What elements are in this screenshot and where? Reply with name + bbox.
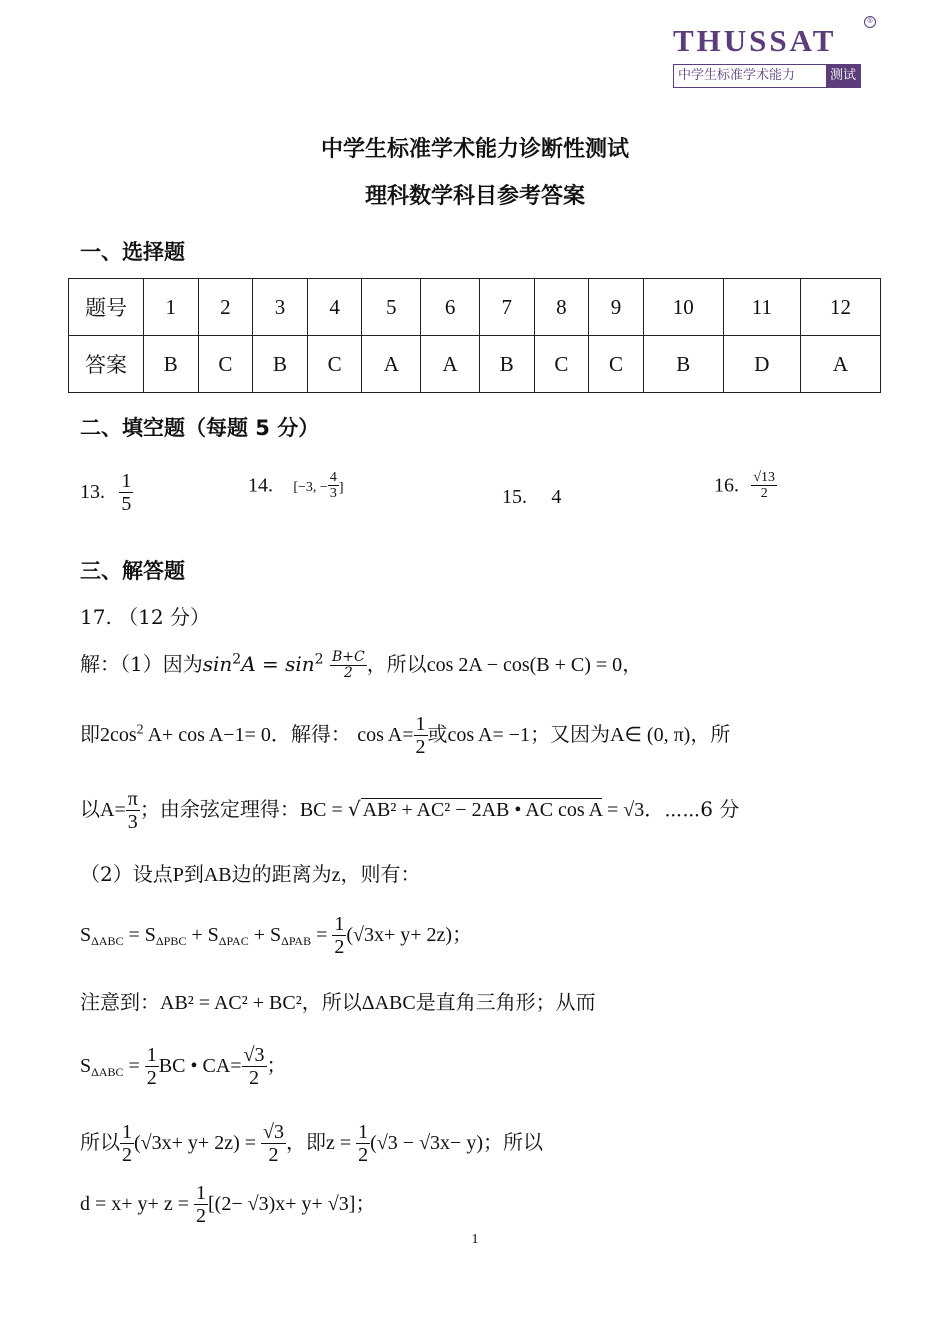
fraction: $\frac{B+C}{2}$ <box>331 648 365 681</box>
table-cell: 8 <box>534 279 589 336</box>
solution-line-4: （2）设点P到AB边的距离为z，则有： <box>80 862 421 886</box>
solution-line-9: d = x+ y+ z = $\frac{1}{2}$ [(2− √3)x+ y+ √3]； <box>80 1182 376 1227</box>
answer-13: 13. $\frac{1}{5}$ <box>80 470 132 515</box>
table-cell: 7 <box>479 279 534 336</box>
fraction: $\frac{√3}{2}$ <box>243 1044 265 1089</box>
solution-line-6: 注意到：AB² = AC² + BC²，所以ΔABC是直角三角形；从而 <box>80 990 596 1014</box>
table-cell: 3 <box>253 279 308 336</box>
fraction: $\frac{1}{2}$ <box>146 1044 157 1089</box>
fraction: $\frac{1}{2}$ <box>196 1182 206 1227</box>
answer-14: 14. [−3, − $\frac{4}{3}$ ] <box>248 470 344 502</box>
solution-line-7: $S_{\Delta ABC}$ = $\frac{1}{2}$ BC • CA= $\frac{√3}{2}$ ； <box>80 1044 287 1089</box>
fraction: $\frac{1}{5}$ <box>121 470 132 515</box>
table-cell: B <box>643 336 723 393</box>
table-cell: B <box>144 336 199 393</box>
page-number: 1 <box>471 1232 479 1247</box>
table-cell: 5 <box>362 279 421 336</box>
section-solutions: 三、解答题 <box>80 559 185 583</box>
section-multiple-choice: 一、选择题 <box>80 240 185 264</box>
question-17-header: 17. （12 分） <box>80 605 210 629</box>
logo <box>673 18 873 90</box>
table-cell: A <box>800 336 880 393</box>
table-row-numbers <box>69 279 881 336</box>
registered-mark-icon: ® <box>864 16 876 28</box>
section-fill-blank: 二、填空题（每题 5 分） <box>80 416 320 440</box>
fraction: $\frac{1}{2}$ <box>122 1121 132 1166</box>
table-cell: 10 <box>643 279 723 336</box>
logo-text: THUSSAT <box>673 23 837 58</box>
table-cell: 2 <box>198 279 253 336</box>
answer-table <box>68 278 881 393</box>
table-row-answers <box>69 336 881 393</box>
table-cell: D <box>723 336 800 393</box>
solution-line-2: 即$2\cos^2$ A+ cos A−1= 0．解得： cos A= $\frac{1}{2}$ 或cos A= −1；又因为A∈ (0, π)，所 <box>80 713 731 758</box>
solution-line-3: 以A= $\frac{\pi}{3}$ ；由余弦定理得：BC = √ AB² + AC² − 2AB • AC cos A = √3．⋯⋯6 分 <box>80 788 740 833</box>
logo-bar <box>673 64 861 88</box>
solution-line-8: 所以 $\frac{1}{2}$ (√3x+ y+ 2z) = $\frac{√3}{2}$ ，即z = $\frac{1}{2}$ (√3 − √3x− y)；所以 <box>80 1121 543 1166</box>
table-cell: C <box>198 336 253 393</box>
table-cell: C <box>589 336 644 393</box>
fraction: $\frac{1}{2}$ <box>358 1121 369 1166</box>
table-header-number: 题号 <box>69 279 144 336</box>
table-cell: 11 <box>723 279 800 336</box>
table-cell: A <box>421 336 480 393</box>
table-cell: 4 <box>307 279 362 336</box>
fraction: $\frac{\pi}{3}$ <box>127 788 138 833</box>
solution-line-1: 解：（1）因为$\sin^2A = \sin^2$ $\frac{B+C}{2}$ ，所以cos 2A − cos(B + C) = 0， <box>80 648 643 681</box>
table-cell: C <box>534 336 589 393</box>
table-cell: 1 <box>144 279 199 336</box>
answer-15: 15. 4 <box>502 486 562 508</box>
logo-subtitle: 中学生标准学术能力 <box>678 68 796 83</box>
table-cell: A <box>362 336 421 393</box>
page-title: 中学生标准学术能力诊断性测试 <box>320 137 629 162</box>
logo-badge: 测试 <box>826 65 860 87</box>
solution-line-5: $S_{\Delta ABC} = S_{\Delta PBC} + S_{\Delta PAC} + S_{\Delta PAB}$ = $\frac{1}{2}$ (√3x+ y+ 2z)； <box>80 913 473 958</box>
table-header-answer: 答案 <box>69 336 144 393</box>
fraction: $\frac{√3}{2}$ <box>263 1121 284 1166</box>
table-cell: B <box>253 336 308 393</box>
page-subtitle: 理科数学科目参考答案 <box>364 184 585 209</box>
table-cell: 12 <box>800 279 880 336</box>
answer-16: 16. $\frac{√13}{2}$ <box>714 470 776 502</box>
table-cell: B <box>479 336 534 393</box>
table-cell: C <box>307 336 362 393</box>
table-cell: 6 <box>421 279 480 336</box>
fraction: $\frac{1}{2}$ <box>334 913 345 958</box>
fraction: $\frac{4}{3}$ <box>329 470 337 502</box>
fraction: $\frac{√13}{2}$ <box>753 470 776 502</box>
fraction: $\frac{1}{2}$ <box>415 713 426 758</box>
table-cell: 9 <box>589 279 644 336</box>
